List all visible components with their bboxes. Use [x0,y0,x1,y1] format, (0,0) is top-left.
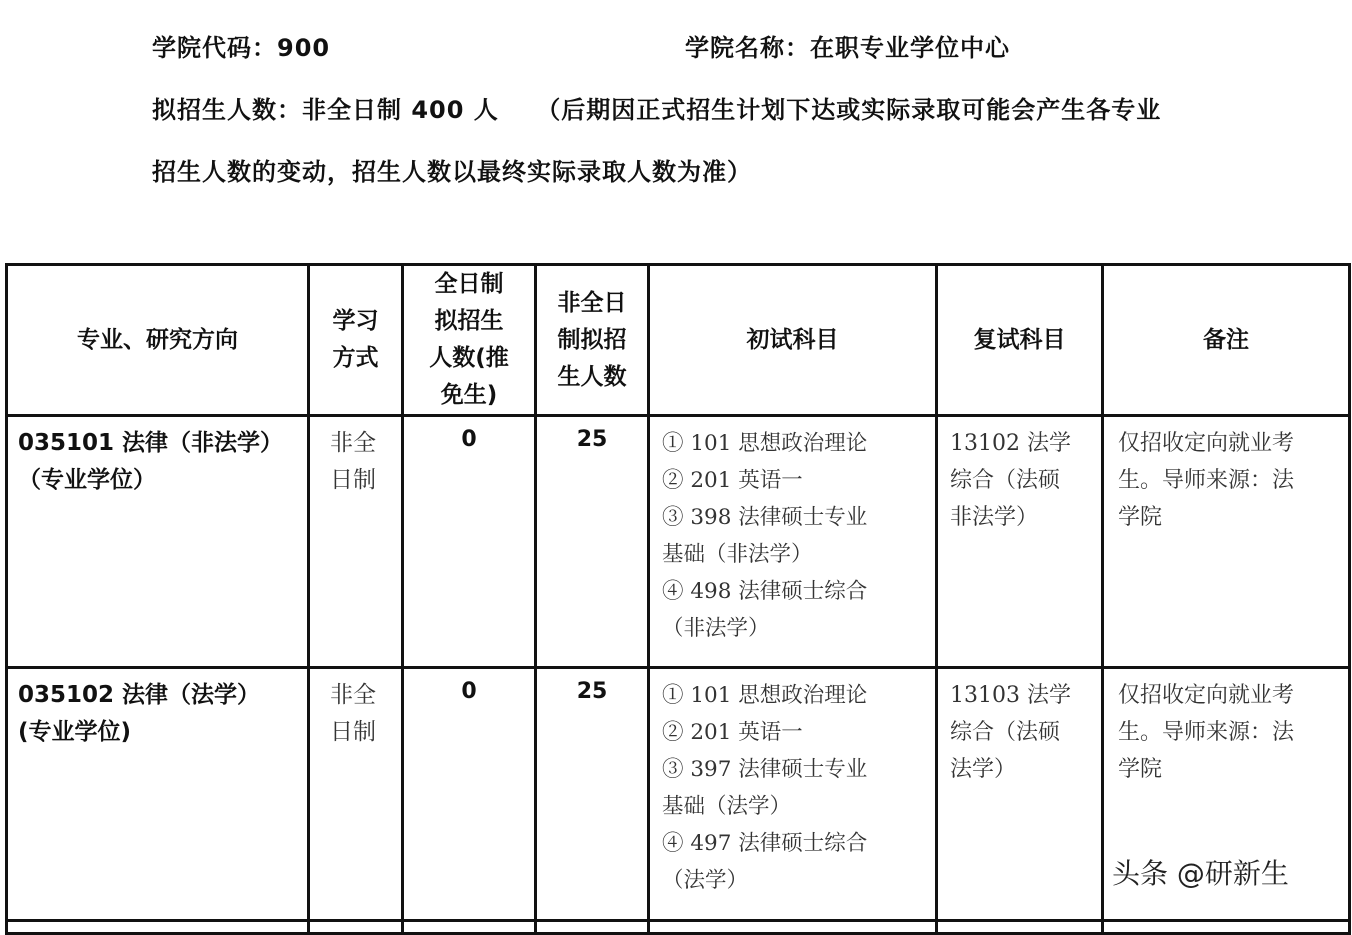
college-name: 学院名称：在职专业学位中心 [685,34,1010,62]
fulltime-quota-cell: 0 [403,416,536,668]
enrollment-plan-line1: 拟招生人数：非全日制 400 人 （后期因正式招生计划下达或实际录取可能会产生各专业 [152,96,1162,124]
notes-cell: 仅招收定向就业考 生。导师来源：法 学院 [1103,416,1350,668]
header-notes: 备注 [1103,265,1350,416]
retest-subjects-cell: 13102 法学 综合（法硕 非法学） [937,416,1103,668]
major-cell: 035101 法律（非法学） （专业学位） [7,416,309,668]
table-row [7,416,1350,668]
notes-cell: 仅招收定向就业考 生。导师来源：法 学院 [1103,668,1350,921]
college-code: 学院代码：900 [152,34,331,62]
header-major: 专业、研究方向 [7,265,309,416]
enrollment-plan-line2: 招生人数的变动，招生人数以最终实际录取人数为准） [152,158,752,186]
major-cell: 035102 法律（法学） (专业学位) [7,668,309,921]
table-header-row [7,265,1350,416]
header-parttime-quota: 非全日 制拟招 生人数 [536,265,649,416]
header-exam-subjects: 初试科目 [649,265,937,416]
parttime-quota-cell: 25 [536,668,649,921]
header-retest-subjects: 复试科目 [937,265,1103,416]
exam-subjects-cell: ① 101 思想政治理论 ② 201 英语一 ③ 398 法律硕士专业 基础（非法学） ④ 498 法律硕士综合 （非法学） [649,416,937,668]
header-study-mode: 学习 方式 [309,265,403,416]
watermark: 头条 @研新生 [1112,857,1289,890]
study-mode-cell: 非全 日制 [309,668,403,921]
retest-subjects-cell: 13103 法学 综合（法硕 法学） [937,668,1103,921]
header-fulltime-quota: 全日制 拟招生 人数(推 免生) [403,265,536,416]
table-row-partial [7,921,1350,934]
exam-subjects-cell: ① 101 思想政治理论 ② 201 英语一 ③ 397 法律硕士专业 基础（法学） ④ 497 法律硕士综合 （法学） [649,668,937,921]
admissions-table [5,263,1351,935]
fulltime-quota-cell: 0 [403,668,536,921]
parttime-quota-cell: 25 [536,416,649,668]
study-mode-cell: 非全 日制 [309,416,403,668]
